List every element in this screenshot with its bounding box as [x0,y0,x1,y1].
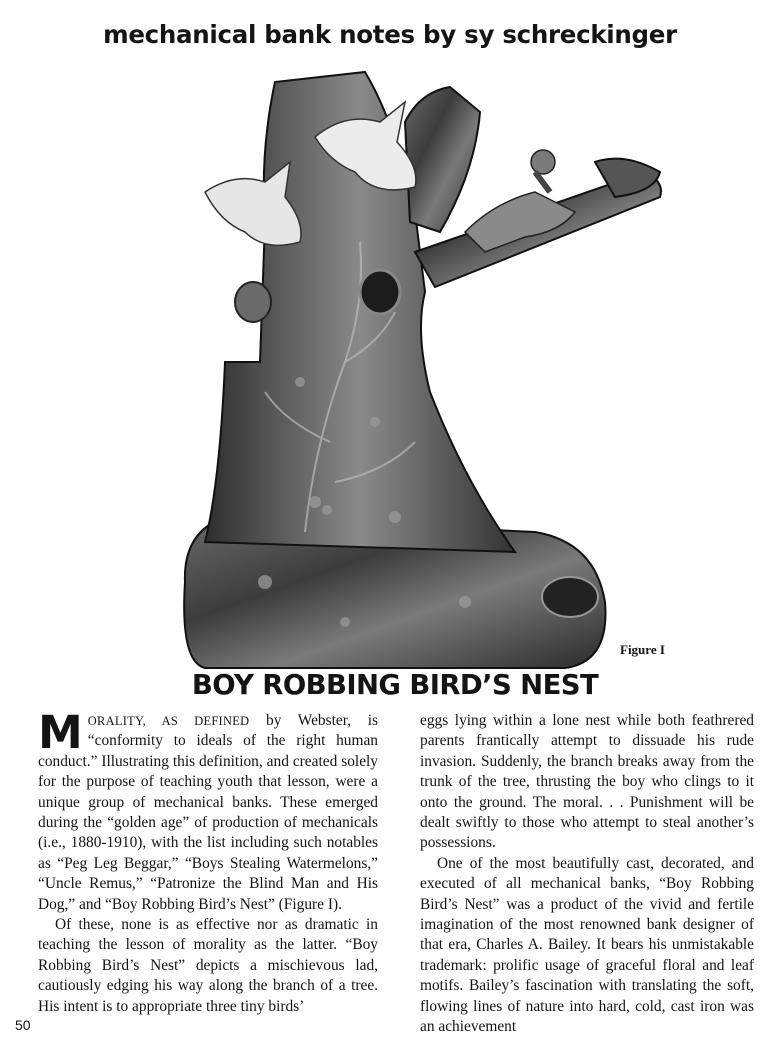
article-paragraph: Of these, none is as effective nor as dramatic in teaching the lesson of morality as the latter. “Boy Robbing Bird’s Nest” depicts a mischievous lad, cautiously edging his way along the branch of a tree. His intent is to appropriate three tiny birds’ [38,916,378,1015]
page-header: mechanical bank notes by sy schreckinger [103,20,677,49]
article-paragraph: One of the most beautifully cast, decorated, and executed of all mechanical banks, “Boy Robbing Bird’s Nest” was a product of the vivid and fertile imagination of the most renowned bank designer of that era, Charles A. Bailey. It bears his unmistakable trademark: prolific usage of graceful floral and leaf motifs. Bailey’s fascination with translating the soft, flowing lines of nature into hard, cold, cast iron was an achievement [420,854,754,1036]
paragraph-text: by Webster, is “conformity to ideals of the right human conduct.” Illustrating this definition, and created solely for the purpose of teaching youth that lesson, were a unique group of mechanical banks. These emerged during the “golden age” of production of mechanicals (i.e., 1880-1910), with the list including such notables as “Peg Leg Beggar,” “Boys Stealing Watermelons,” “Uncle Remus,” “Patronize the Blind Man and His Dog,” and “Boy Robbing Bird’s Nest” (Figure I). [38,712,378,913]
article-title: BOY ROBBING BIRD’S NEST [191,669,599,701]
article-column-right [420,711,754,1038]
page-number: 50 [15,1017,31,1033]
article-paragraph [38,706,378,915]
lead-smallcaps: ORALITY, AS DEFINED [87,714,250,728]
figure-caption: Figure I [620,642,665,657]
article-column-left [38,706,378,1017]
bank-photo [165,62,675,674]
drop-cap: M [38,706,83,759]
article-paragraph: eggs lying within a lone nest while both feathrered parents frantically attempt to dissuade his rude invasion. Suddenly, the branch breaks away from the trunk of the tree, thrusting the boy who clings to it onto the ground. The moral. . . Punishment will be dealt swiftly to those who attempt to steal another’s possessions. [420,712,754,852]
